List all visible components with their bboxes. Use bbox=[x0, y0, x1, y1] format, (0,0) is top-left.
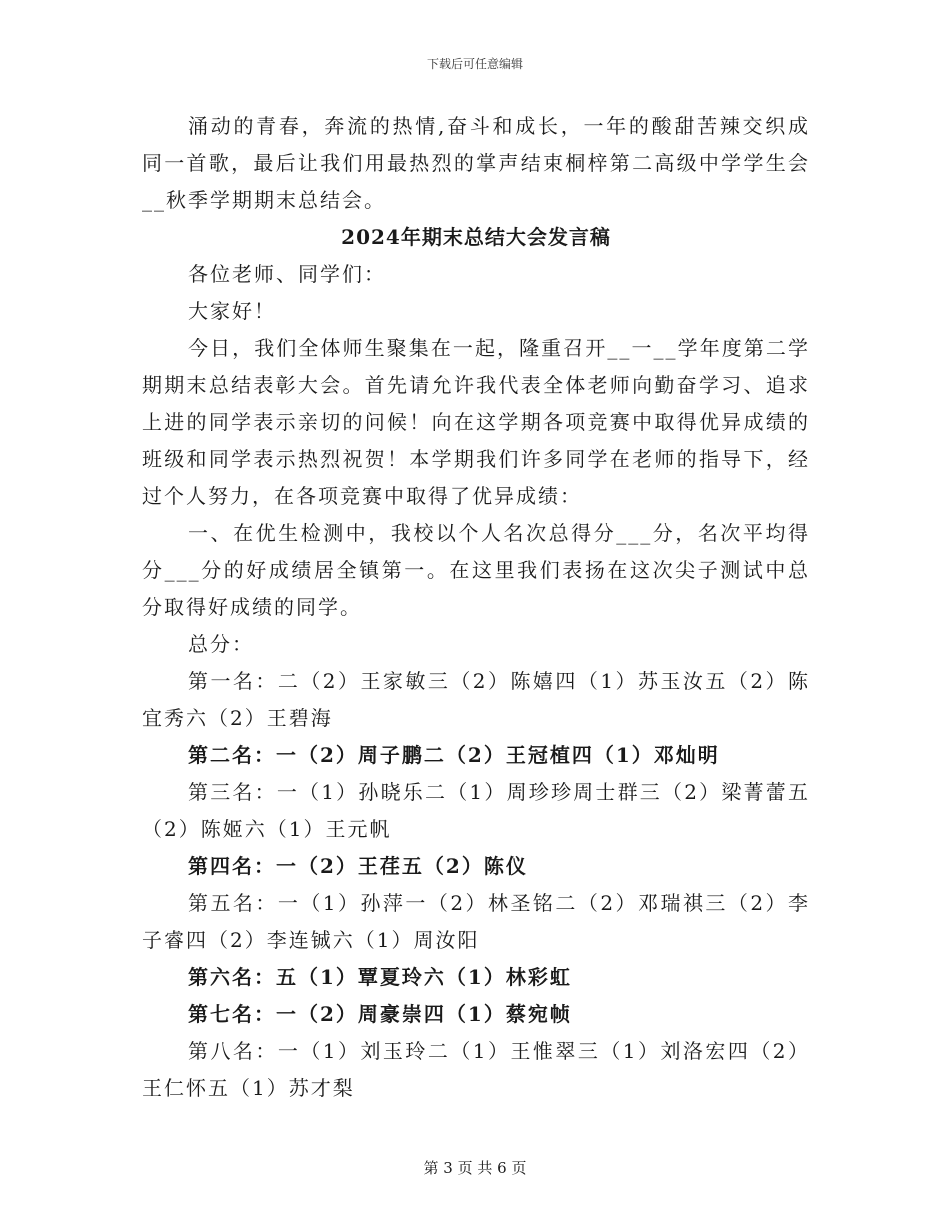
hello: 大家好！ bbox=[188, 299, 276, 323]
page-number: 第 3 页 共 6 页 bbox=[423, 1159, 527, 1177]
rank-8: 第八名：一（1）刘玉玲二（1）王惟翠三（1）刘洛宏四（2）王仁怀五（1）苏才梨 bbox=[142, 1039, 810, 1100]
rank-6: 第六名：五（1）覃夏玲六（1）林彩虹 bbox=[188, 965, 572, 989]
document-title: 2024年期末总结大会发言稿 bbox=[341, 225, 611, 249]
rank-5: 第五名：一（1）孙萍一（2）林圣铭二（2）邓瑞祺三（2）李子睿四（2）李连铖六（1）周汝阳 bbox=[142, 891, 810, 952]
rank-1: 第一名：二（2）王家敏三（2）陈嬉四（1）苏玉汝五（2）陈宜秀六（2）王碧海 bbox=[142, 669, 810, 730]
rank-2: 第二名：一（2）周子鹏二（2）王冠植四（1）邓灿明 bbox=[188, 743, 720, 767]
paragraph-opening: 今日，我们全体师生聚集在一起，隆重召开__一__学年度第二学期期末总结表彰大会。首先请允许我代表全体老师向勤奋学习、追求上进的同学表示亲切的问候！向在这学期各项竞赛中取得优异成绩的班级和同学表示热烈祝贺！本学期我们许多同学在老师的指导下，经过个人努力，在各项竞赛中取得了优异成绩： bbox=[142, 336, 810, 508]
rank-7: 第七名：一（2）周豪崇四（1）蔡宛帧 bbox=[188, 1002, 572, 1026]
paragraph-intro: 涌动的青春，奔流的热情,奋斗和成长，一年的酸甜苦辣交织成同一首歌，最后让我们用最热烈的掌声结束桐梓第二高级中学学生会__秋季学期期末总结会。 bbox=[142, 114, 810, 212]
rank-3: 第三名：一（1）孙晓乐二（1）周珍珍周士群三（2）梁菁蕾五（2）陈姬六（1）王元帆 bbox=[142, 780, 810, 841]
rank-4: 第四名：一（2）王荏五（2）陈仪 bbox=[188, 854, 528, 878]
header-note: 下载后可任意编辑 bbox=[426, 57, 523, 71]
total-label: 总分： bbox=[188, 632, 254, 656]
document-body bbox=[142, 108, 810, 1107]
paragraph-point-1: 一、在优生检测中，我校以个人名次总得分___分，名次平均得分___分的好成绩居全镇第一。在这里我们表扬在这次尖子测试中总分取得好成绩的同学。 bbox=[142, 521, 810, 619]
greeting: 各位老师、同学们： bbox=[188, 262, 386, 286]
